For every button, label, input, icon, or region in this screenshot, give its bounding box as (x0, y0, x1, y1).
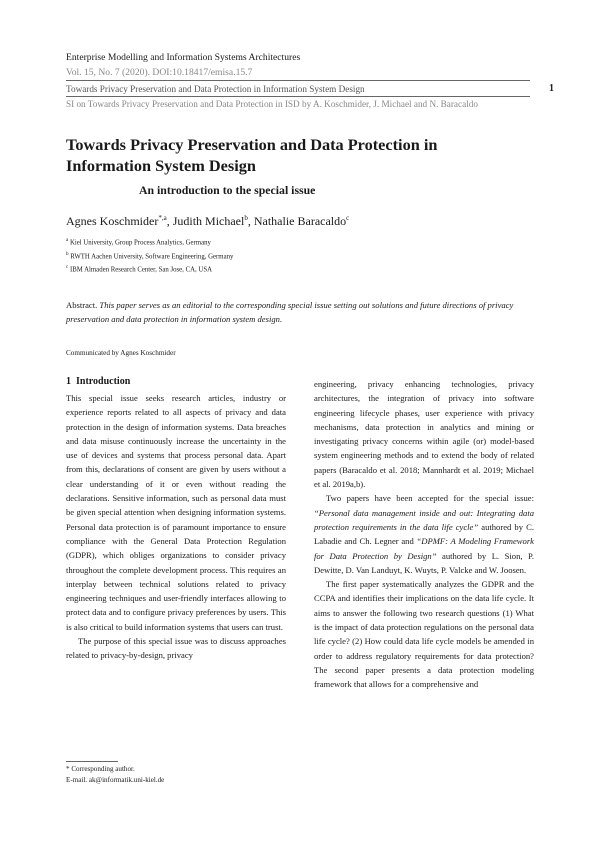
footnote-rule (66, 761, 118, 762)
author-marker: *,a (158, 214, 167, 222)
affiliation (66, 238, 211, 246)
header-rule-top (66, 80, 530, 81)
affiliation (66, 252, 233, 260)
page-number: 1 (549, 83, 554, 94)
author-name: Judith Michael (172, 214, 245, 228)
author-name: Nathalie Baracaldo (253, 214, 347, 228)
abstract (66, 298, 530, 326)
header-rule-bottom (66, 96, 530, 97)
author-marker: b (244, 214, 248, 222)
abstract-label: Abstract. (66, 300, 98, 310)
paragraph-text: authored by C. Labadie and Ch. Legner and (314, 521, 534, 547)
affiliation-marker: b (66, 252, 69, 257)
paragraph: The purpose of this special issue was to discuss approaches related to privacy-by-design, privacy (66, 636, 286, 661)
title-line-2: Information System Design (66, 155, 256, 175)
author-list (66, 214, 349, 229)
journal-name: Enterprise Modelling and Information Systems Architectures (66, 52, 301, 63)
paragraph: This special issue seeks research articles, industry or experience reports related to all aspects of privacy and data protection in the design of information systems. Data breaches and data misuse continuously increase the uncertainty in the use of devices and systems that process personal data. Apart from this, declarations of consent are given by users without a clear understanding of it or even without reading the declarations. Sensitive information, such as personal data must be given special attention when designing information systems. Personal data protection is of paramount importance to ensure compliance with the General Data Protection Regulation (GDPR), which obliges organizations to consider privacy throughout the complete development process. This requires an interplay between technical solutions related to privacy engineering techniques and user-friendly interfaces allowing to protect data and to configure privacy preferences by users. This is also critical to build information systems that users can trust. (66, 393, 286, 632)
right-column (314, 377, 534, 692)
abstract-text: This paper serves as an editorial to the corresponding special issue setting out solutions and future directions of privacy preservation and data protection in information system design. (66, 300, 514, 325)
paper-title-citation: “Personal data management inside and out: Integrating data protection requirements in the data life cycle” (314, 507, 534, 532)
footnote-email: E-mail. ak@informatik.uni-kiel.de (66, 776, 165, 784)
author-separator: , (166, 214, 173, 228)
section-heading (66, 376, 130, 387)
communicated-by: Communicated by Agnes Koschmider (66, 349, 176, 357)
paragraph-text: authored by L. Sion, P. Dewitte, D. Van Landuyt, K. Wuyts, P. Valcke and W. Joosen. (314, 550, 534, 575)
affiliation-marker: a (66, 238, 69, 243)
paragraph: The first paper systematically analyzes the GDPR and the CCPA and identifies their implications on the data life cycle. It aims to answer the following two research questions (1) What is the impact of data protection regulations on the personal data life cycle? (2) How could data life cycle models be amended in order to address regulatory requirements for data protection? The second paper presents a data protection modeling framework that allows for a comprehensive and (314, 579, 534, 690)
volume-doi: Vol. 15, No. 7 (2020). DOI:10.18417/emisa.15.7 (66, 67, 253, 78)
affiliation-text: Kiel University, Group Process Analytics, Germany (69, 239, 211, 247)
paper-title (66, 135, 536, 176)
affiliation-text: IBM Almaden Research Center, San Jose, CA, USA (69, 266, 213, 274)
author-separator: , (247, 214, 254, 228)
affiliation (66, 265, 212, 273)
title-line-1: Towards Privacy Preservation and Data Protection in (66, 135, 438, 154)
paper-title-citation: “DPMF: A Modeling Framework for Data Protection by Design” (314, 536, 534, 561)
affiliation-text: RWTH Aachen University, Software Engineering, Germany (70, 253, 234, 261)
left-column (66, 391, 286, 663)
footnote-corresponding: * Corresponding author. (66, 765, 135, 773)
paper-subtitle: An introduction to the special issue (139, 183, 316, 197)
paragraph: engineering, privacy enhancing technologies, privacy architectures, the integration of privacy into software engineering lifecycle phases, user experience with privacy mechanisms, data protection in analytics and mining or investigating privacy concerns within agile (or) model-based system engineering methods and to extend the body of related papers (Baracaldo et al. 2018; Mannhardt et al. 2019; Michael et al. 2019a,b). (314, 379, 534, 490)
running-head: Towards Privacy Preservation and Data Protection in Information System Design (66, 84, 365, 94)
section-number: 1 (66, 376, 71, 387)
section-title: Introduction (76, 376, 131, 387)
paragraph-text: Two papers have been accepted for the special issue: (326, 493, 534, 504)
paragraph (314, 491, 534, 577)
author-name: Agnes Koschmider (66, 214, 159, 228)
special-issue-line: SI on Towards Privacy Preservation and Data Protection in ISD by A. Koschmider, J. Michael and N. Baracaldo (66, 99, 478, 109)
author-marker: c (346, 214, 350, 222)
affiliation-marker: c (66, 265, 69, 270)
